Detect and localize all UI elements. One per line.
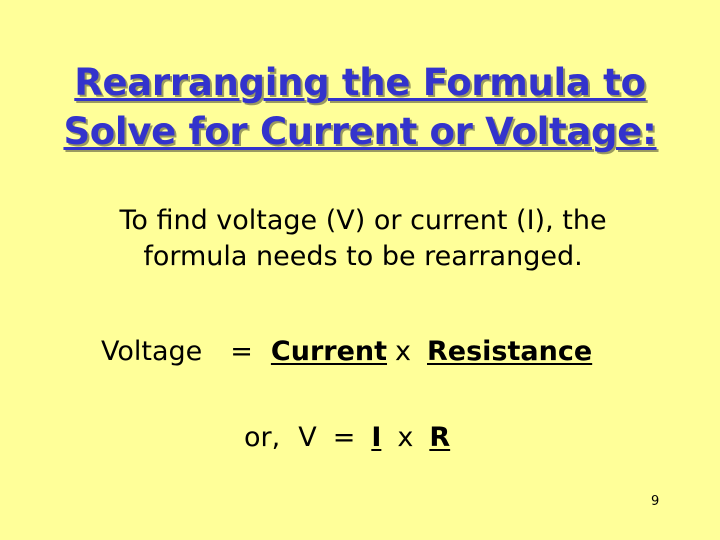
- intro-line-2: formula needs to be rearranged.: [143, 241, 583, 272]
- slide-title: [0, 58, 720, 156]
- intro-text: [0, 203, 720, 275]
- symbol-equation: [244, 420, 450, 456]
- intro-line-1: To find voltage (V) or current (I), the: [119, 205, 607, 236]
- symbol-equation-current: I: [371, 422, 382, 453]
- word-equation-equals: =: [230, 336, 253, 367]
- word-equation-resistance: Resistance: [427, 336, 593, 367]
- word-equation: [101, 334, 592, 370]
- title-line-1: Rearranging the Formula to: [74, 61, 646, 104]
- page-number: 9: [651, 494, 660, 509]
- word-equation-times: x: [395, 336, 411, 367]
- symbol-equation-equals: =: [332, 422, 356, 453]
- word-equation-current: Current: [270, 336, 388, 367]
- symbol-equation-prefix: or,: [244, 422, 281, 453]
- symbol-equation-resistance: R: [429, 422, 451, 453]
- title-line-2: Solve for Current or Voltage:: [63, 110, 657, 153]
- symbol-equation-times: x: [397, 422, 414, 453]
- symbol-equation-lhs: V: [298, 422, 317, 453]
- word-equation-lhs: Voltage: [101, 336, 203, 367]
